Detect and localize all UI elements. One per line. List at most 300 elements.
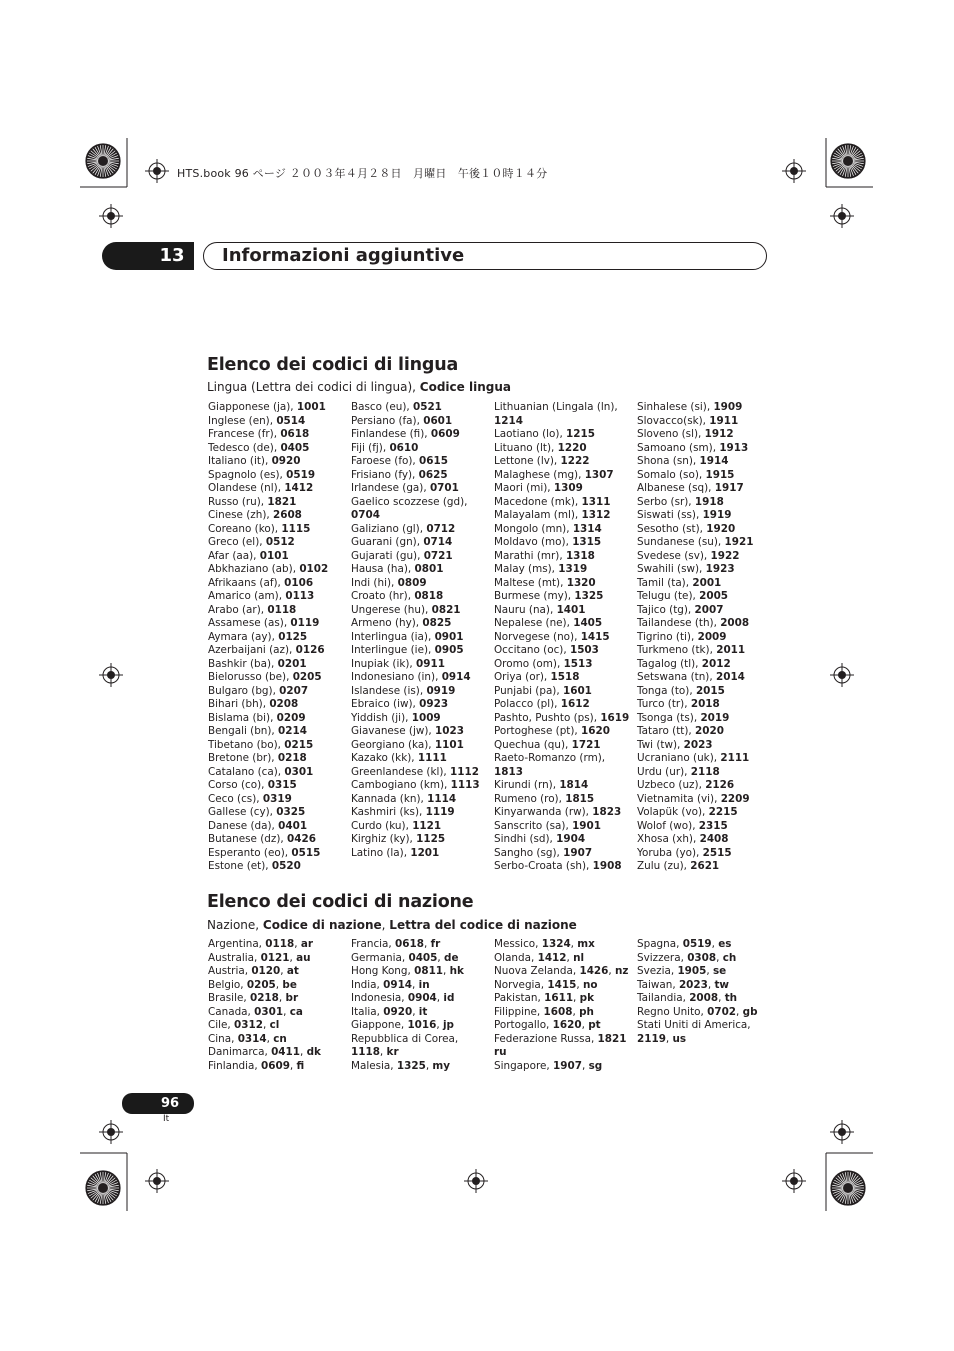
entry-name: Corso (co),: [208, 779, 268, 791]
list-item: [494, 482, 634, 496]
list-item: [351, 992, 491, 1006]
entry-name: Belgio,: [208, 978, 247, 991]
list-item: [637, 979, 777, 993]
list-item: [351, 536, 491, 550]
entry-code: 2018: [690, 698, 720, 710]
entry-code: 1325: [396, 1059, 426, 1072]
list-item: [351, 617, 491, 631]
entry-code: 1405: [573, 617, 603, 629]
entry-code: 0905: [434, 644, 464, 656]
list-item: [351, 523, 491, 537]
entry-code: 2001: [692, 576, 722, 589]
list-item: [637, 806, 777, 820]
list-item: [494, 1006, 634, 1020]
entry-name: Mongolo (mn),: [494, 522, 573, 535]
entry-name: Tibetano (bo),: [208, 738, 285, 751]
entry-code: 0120: [251, 965, 281, 977]
list-item: [637, 1006, 777, 1020]
entry-code: 1324: [541, 938, 571, 950]
entry-code: 1815: [565, 792, 595, 805]
entry-name: Serbo-Croata (sh),: [494, 860, 593, 872]
list-item: [208, 847, 348, 861]
entry-letter-code: my: [432, 1059, 451, 1072]
entry-code: 0205: [246, 978, 276, 991]
entry-name: Sundanese (su),: [637, 536, 725, 548]
entry-name: Lettone (lv),: [494, 455, 561, 467]
entry-code: 1307: [584, 468, 614, 481]
entry-separator: ,: [412, 978, 419, 991]
entry-code: 0520: [271, 860, 301, 872]
list-item: [351, 752, 491, 766]
list-item: [351, 604, 491, 618]
entry-code: 0920: [271, 455, 301, 467]
entry-letter-code: us: [672, 1032, 687, 1045]
list-item: [208, 563, 348, 577]
entry-code: 1315: [572, 536, 602, 548]
entry-letter-code: au: [296, 951, 311, 964]
list-item: [208, 992, 348, 1006]
entry-code: 1620: [552, 1019, 582, 1031]
list-item: [637, 779, 777, 793]
list-item: [637, 604, 777, 618]
entry-code: 1901: [572, 819, 601, 832]
entry-separator: ,: [716, 951, 723, 964]
entry-code: 0811: [414, 965, 444, 977]
entry-name: Giavanese (jw),: [351, 725, 436, 737]
entry-separator: ,: [576, 978, 583, 991]
entry-letter-code: ru: [494, 1046, 507, 1058]
entry-code: 1917: [714, 482, 744, 494]
entry-name: Tonga (to),: [637, 684, 696, 697]
entry-name: Sindhi (sd),: [494, 833, 557, 845]
entry-code: 2118: [690, 765, 720, 778]
entry-name: Argentina,: [208, 938, 266, 950]
entry-name: Indonesia,: [351, 992, 408, 1004]
entry-code: 1601: [562, 684, 592, 697]
entry-separator: ,: [718, 992, 725, 1004]
list-item: [208, 577, 348, 591]
entry-code: 1920: [706, 522, 736, 535]
entry-name: Bengali (bn),: [208, 725, 279, 737]
entry-code: 1918: [694, 495, 724, 508]
entry-code: 1125: [416, 833, 446, 845]
entry-name: Taiwan,: [637, 978, 679, 991]
list-item: [208, 455, 348, 469]
entry-name: Tailandia,: [637, 992, 690, 1004]
entry-name: Esperanto (eo),: [208, 846, 292, 859]
entry-separator: ,: [572, 1005, 580, 1018]
list-item: [637, 590, 777, 604]
entry-code: 2009: [697, 630, 727, 643]
entry-name: Cina,: [208, 1032, 238, 1045]
entry-code: 1215: [566, 428, 595, 440]
entry-name: Croato (hr),: [351, 590, 415, 602]
entry-name: Arabo (ar),: [208, 603, 268, 616]
entry-name: Nauru (na),: [494, 603, 557, 616]
list-item: [494, 563, 634, 577]
entry-name: Occitano (oc),: [494, 644, 570, 656]
entry-name: Maori (mi),: [494, 482, 554, 494]
entry-code: 1612: [560, 698, 590, 710]
entry-code: 1114: [427, 792, 457, 805]
entry-letter-code: gb: [742, 1005, 758, 1018]
entry-code: 1115: [281, 522, 311, 535]
entry-letter-code: no: [582, 978, 598, 991]
entry-name: Vietnamita (vi),: [637, 792, 721, 805]
entry-name: Malayalam (ml),: [494, 509, 582, 521]
entry-name: Kannada (kn),: [351, 792, 428, 805]
entry-name: Indonesiano (in),: [351, 671, 442, 683]
entry-name: Ungerese (hu),: [351, 603, 432, 616]
entry-code: 0426: [287, 833, 316, 845]
entry-name: Kashmiri (ks),: [351, 806, 426, 818]
entry-code: 0405: [280, 441, 310, 454]
entry-code: 0609: [261, 1059, 290, 1072]
entry-name: Burmese (my),: [494, 590, 575, 602]
entry-name: Estone (et),: [208, 860, 272, 872]
entry-name: Greenlandese (kl),: [351, 765, 451, 778]
entry-code: 1314: [572, 522, 602, 535]
list-item: [494, 401, 634, 415]
entry-code: 0207: [279, 684, 309, 697]
entry-name: Indi (hi),: [351, 576, 398, 589]
entry-code: 0702: [707, 1005, 737, 1018]
entry-code: 1721: [571, 738, 601, 751]
list-item: [494, 415, 634, 429]
entry-letter-code: jp: [442, 1019, 454, 1031]
entry-code: 1913: [719, 441, 749, 454]
color-wheel-center: [98, 156, 108, 166]
entry-code: 0514: [276, 414, 306, 427]
entry-code: 0610: [389, 441, 419, 454]
entry-name: Bashkir (ba),: [208, 657, 278, 670]
nation-column-1: [208, 938, 348, 1073]
list-item: [494, 496, 634, 510]
entry-separator: ,: [299, 1046, 307, 1058]
entry-name: Azerbaijani (az),: [208, 644, 296, 656]
list-item: [208, 752, 348, 766]
entry-name: Regno Unito,: [637, 1005, 708, 1018]
entry-code: 0914: [441, 671, 471, 683]
entry-separator: ,: [581, 1059, 589, 1072]
list-item: [494, 847, 634, 861]
entry-code: 1611: [544, 992, 574, 1004]
entry-name: Hausa (ha),: [351, 563, 415, 575]
list-item: [494, 644, 634, 658]
list-item: [208, 860, 348, 874]
list-item: [494, 965, 634, 979]
list-item: [208, 806, 348, 820]
list-item: [637, 415, 777, 429]
entry-name: Volapük (vo),: [637, 806, 709, 818]
entry-name: Russo (ru),: [208, 495, 268, 508]
list-item: [351, 509, 491, 523]
list-item: [208, 820, 348, 834]
entry-code: 2315: [698, 819, 728, 832]
list-item: [494, 725, 634, 739]
list-item: [351, 1006, 491, 1020]
entry-separator: ,: [566, 951, 574, 964]
entry-name: Lithuanian (Lingala (ln),: [494, 401, 618, 413]
entry-name: Bihari (bh),: [208, 698, 270, 710]
entry-code: 0209: [276, 711, 306, 724]
entry-name: Butanese (dz),: [208, 833, 288, 845]
entry-name: Kirundi (rn),: [494, 779, 560, 791]
list-item: [494, 685, 634, 699]
entry-code: 0218: [249, 992, 279, 1004]
entry-letter-code: ph: [579, 1005, 594, 1018]
entry-letter-code: ar: [300, 938, 313, 950]
color-wheel-center: [843, 1183, 853, 1193]
list-item: [208, 766, 348, 780]
entry-letter-code: se: [712, 965, 727, 977]
entry-name: Filippine,: [494, 1005, 544, 1018]
entry-name: Gaelico scozzese (gd),: [351, 495, 468, 508]
entry-name: Interlingue (ie),: [351, 644, 435, 656]
list-item: [494, 550, 634, 564]
subtitle-bold-2: Lettra del codice di nazione: [389, 918, 577, 932]
entry-code: 0618: [280, 428, 310, 440]
entry-letter-code: es: [718, 938, 732, 950]
entry-name: Curdo (ku),: [351, 819, 413, 832]
list-item: [637, 965, 777, 979]
list-item: [637, 442, 777, 456]
entry-name: Gujarati (gu),: [351, 549, 424, 562]
entry-name: Sanscrito (sa),: [494, 819, 573, 832]
list-item: [208, 965, 348, 979]
entry-name: Nepalese (ne),: [494, 617, 574, 629]
list-item: [351, 698, 491, 712]
list-item: [351, 1060, 491, 1074]
entry-name: Quechua (qu),: [494, 738, 572, 751]
entry-name: Ucraniano (uk),: [637, 752, 721, 764]
entry-letter-code: be: [282, 978, 297, 991]
list-item: [351, 725, 491, 739]
entry-name: Norvegia,: [494, 978, 548, 991]
entry-code: 0519: [286, 468, 316, 481]
entry-code: 2019: [700, 711, 730, 724]
language-codes-subtitle: [207, 380, 511, 394]
entry-name: Siswati (ss),: [637, 509, 703, 521]
entry-name: India,: [351, 978, 384, 991]
entry-code: 0325: [276, 806, 306, 818]
entry-name: Tataro (tt),: [637, 725, 695, 737]
entry-code: 1909: [713, 401, 743, 413]
entry-name: Hong Kong,: [351, 965, 415, 977]
list-item: [351, 442, 491, 456]
entry-code: 1311: [581, 495, 611, 508]
entry-name: Cile,: [208, 1019, 235, 1031]
entry-letter-code: fi: [296, 1059, 305, 1072]
entry-name: Bielorusso (be),: [208, 671, 293, 683]
entry-name: Australia,: [208, 951, 261, 964]
list-item: [637, 536, 777, 550]
list-item: [208, 1046, 348, 1060]
list-item: [494, 806, 634, 820]
entry-separator: ,: [581, 1019, 589, 1031]
list-item: [208, 1033, 348, 1047]
entry-name: Coreano (ko),: [208, 522, 282, 535]
list-item: [351, 739, 491, 753]
entry-separator: ,: [275, 978, 283, 991]
list-item: [637, 658, 777, 672]
list-item: [351, 644, 491, 658]
entry-letter-code: in: [418, 978, 430, 991]
list-item: [208, 658, 348, 672]
subtitle-text: Nazione,: [207, 918, 263, 932]
entry-code: 0519: [682, 938, 712, 950]
entry-name: Malaghese (mg),: [494, 468, 585, 481]
entry-name: Basco (eu),: [351, 401, 413, 413]
entry-name: Finlandia,: [208, 1059, 261, 1072]
entry-name: Aymara (ay),: [208, 630, 279, 643]
entry-code: 1325: [574, 590, 604, 602]
entry-name: Telugu (te),: [637, 590, 700, 602]
entry-code: 0911: [416, 657, 445, 670]
list-item: [351, 577, 491, 591]
entry-name: Kazako (kk),: [351, 752, 418, 764]
list-item: [494, 766, 634, 780]
subtitle-bold: Codice lingua: [419, 380, 511, 394]
entry-code: 2515: [702, 846, 732, 859]
list-item: [351, 455, 491, 469]
entry-name: Setswana (tn),: [637, 671, 716, 683]
list-item: [208, 496, 348, 510]
page-language: It: [163, 1114, 170, 1124]
entry-name: Spagnolo (es),: [208, 468, 287, 481]
list-item: [494, 1033, 634, 1047]
list-item: [351, 1033, 491, 1047]
list-item: [637, 766, 777, 780]
entry-code: 0301: [284, 765, 314, 778]
entry-name: Kirghiz (ky),: [351, 833, 417, 845]
entry-name: Somalo (so),: [637, 468, 706, 481]
list-item: [637, 563, 777, 577]
list-item: [208, 536, 348, 550]
entry-separator: ,: [437, 951, 444, 964]
list-item: [637, 671, 777, 685]
list-item: [637, 631, 777, 645]
list-item: [637, 833, 777, 847]
entry-name: Tailandese (th),: [637, 617, 721, 629]
entry-name: Catalano (ca),: [208, 765, 285, 778]
list-item: [208, 698, 348, 712]
entry-code: 1821: [597, 1032, 627, 1045]
entry-name: Ebraico (iw),: [351, 698, 420, 710]
entry-name: Pashto, Pushto (ps),: [494, 711, 601, 724]
entry-name: Ceco (cs),: [208, 792, 263, 805]
entry-code: 2408: [699, 833, 729, 845]
entry-name: Tigrino (ti),: [637, 630, 698, 643]
list-item: [637, 698, 777, 712]
entry-code: 0515: [291, 846, 321, 859]
entry-name: Olanda,: [494, 951, 538, 964]
entry-name: Moldavo (mo),: [494, 536, 573, 548]
language-column-3: [494, 401, 634, 874]
entry-separator: ,: [266, 1032, 274, 1045]
entry-name: Persiano (fa),: [351, 414, 424, 427]
entry-name: Raeto-Romanzo (rm),: [494, 752, 606, 764]
list-item: [208, 938, 348, 952]
entry-code: 0919: [426, 684, 456, 697]
list-item: [351, 496, 491, 510]
entry-code: 1222: [560, 455, 590, 467]
entry-code: 0101: [259, 549, 289, 562]
entry-code: 0121: [260, 951, 290, 964]
list-item: [494, 469, 634, 483]
list-item: [637, 496, 777, 510]
entry-code: 1912: [704, 428, 734, 440]
list-item: [208, 979, 348, 993]
subtitle-bold-1: Codice di nazione: [262, 918, 382, 932]
entry-code: 0113: [285, 590, 315, 602]
list-item: [351, 415, 491, 429]
entry-name: Messico,: [494, 938, 542, 950]
entry-name: Wolof (wo),: [637, 819, 699, 832]
list-item: [208, 523, 348, 537]
entry-separator: ,: [573, 992, 580, 1004]
entry-code: 0704: [351, 509, 380, 521]
list-item: [637, 752, 777, 766]
list-item: [351, 658, 491, 672]
entry-separator: ,: [379, 1046, 387, 1058]
entry-code: 1619: [600, 711, 630, 724]
list-item: [208, 739, 348, 753]
list-item: [494, 577, 634, 591]
entry-code: 1412: [537, 951, 567, 964]
list-item: [351, 793, 491, 807]
list-item: [494, 658, 634, 672]
entry-code: 0825: [422, 617, 452, 629]
entry-name: Danese (da),: [208, 819, 279, 832]
entry-code: 0521: [412, 401, 442, 413]
entry-name: Afrikaans (af),: [208, 576, 285, 589]
list-item: [351, 806, 491, 820]
list-item: [637, 820, 777, 834]
entry-name: Polacco (pl),: [494, 698, 561, 710]
entry-name: Twi (tw),: [637, 738, 684, 751]
list-item: [494, 992, 634, 1006]
entry-name: Germania,: [351, 951, 409, 964]
list-item: [351, 712, 491, 726]
list-item: [494, 536, 634, 550]
entry-letter-code: mx: [577, 938, 595, 950]
entry-code: 1412: [284, 482, 314, 494]
entry-letter-code: nl: [573, 951, 585, 964]
entry-name: Malesia,: [351, 1059, 397, 1072]
page-number: 96: [160, 1096, 180, 1111]
entry-code: 0118: [267, 603, 297, 616]
entry-code: 1813: [494, 765, 523, 778]
entry-code: 1814: [559, 779, 589, 791]
list-item: [351, 1046, 491, 1060]
entry-separator: ,: [289, 1059, 297, 1072]
entry-letter-code: hk: [449, 965, 464, 977]
entry-name: Yoruba (yo),: [637, 846, 703, 859]
entry-code: 1214: [494, 414, 523, 427]
entry-code: 2023: [683, 738, 713, 751]
entry-name: Zulu (zu),: [637, 860, 691, 872]
list-item: [494, 428, 634, 442]
list-item: [208, 685, 348, 699]
entry-name: Portoghese (pt),: [494, 725, 582, 737]
entry-code: 0923: [419, 698, 449, 710]
list-item: [494, 1060, 634, 1074]
entry-code: 0914: [383, 978, 413, 991]
list-item: [351, 401, 491, 415]
entry-name: Spagna,: [637, 938, 683, 950]
entry-code: 1201: [410, 846, 440, 859]
